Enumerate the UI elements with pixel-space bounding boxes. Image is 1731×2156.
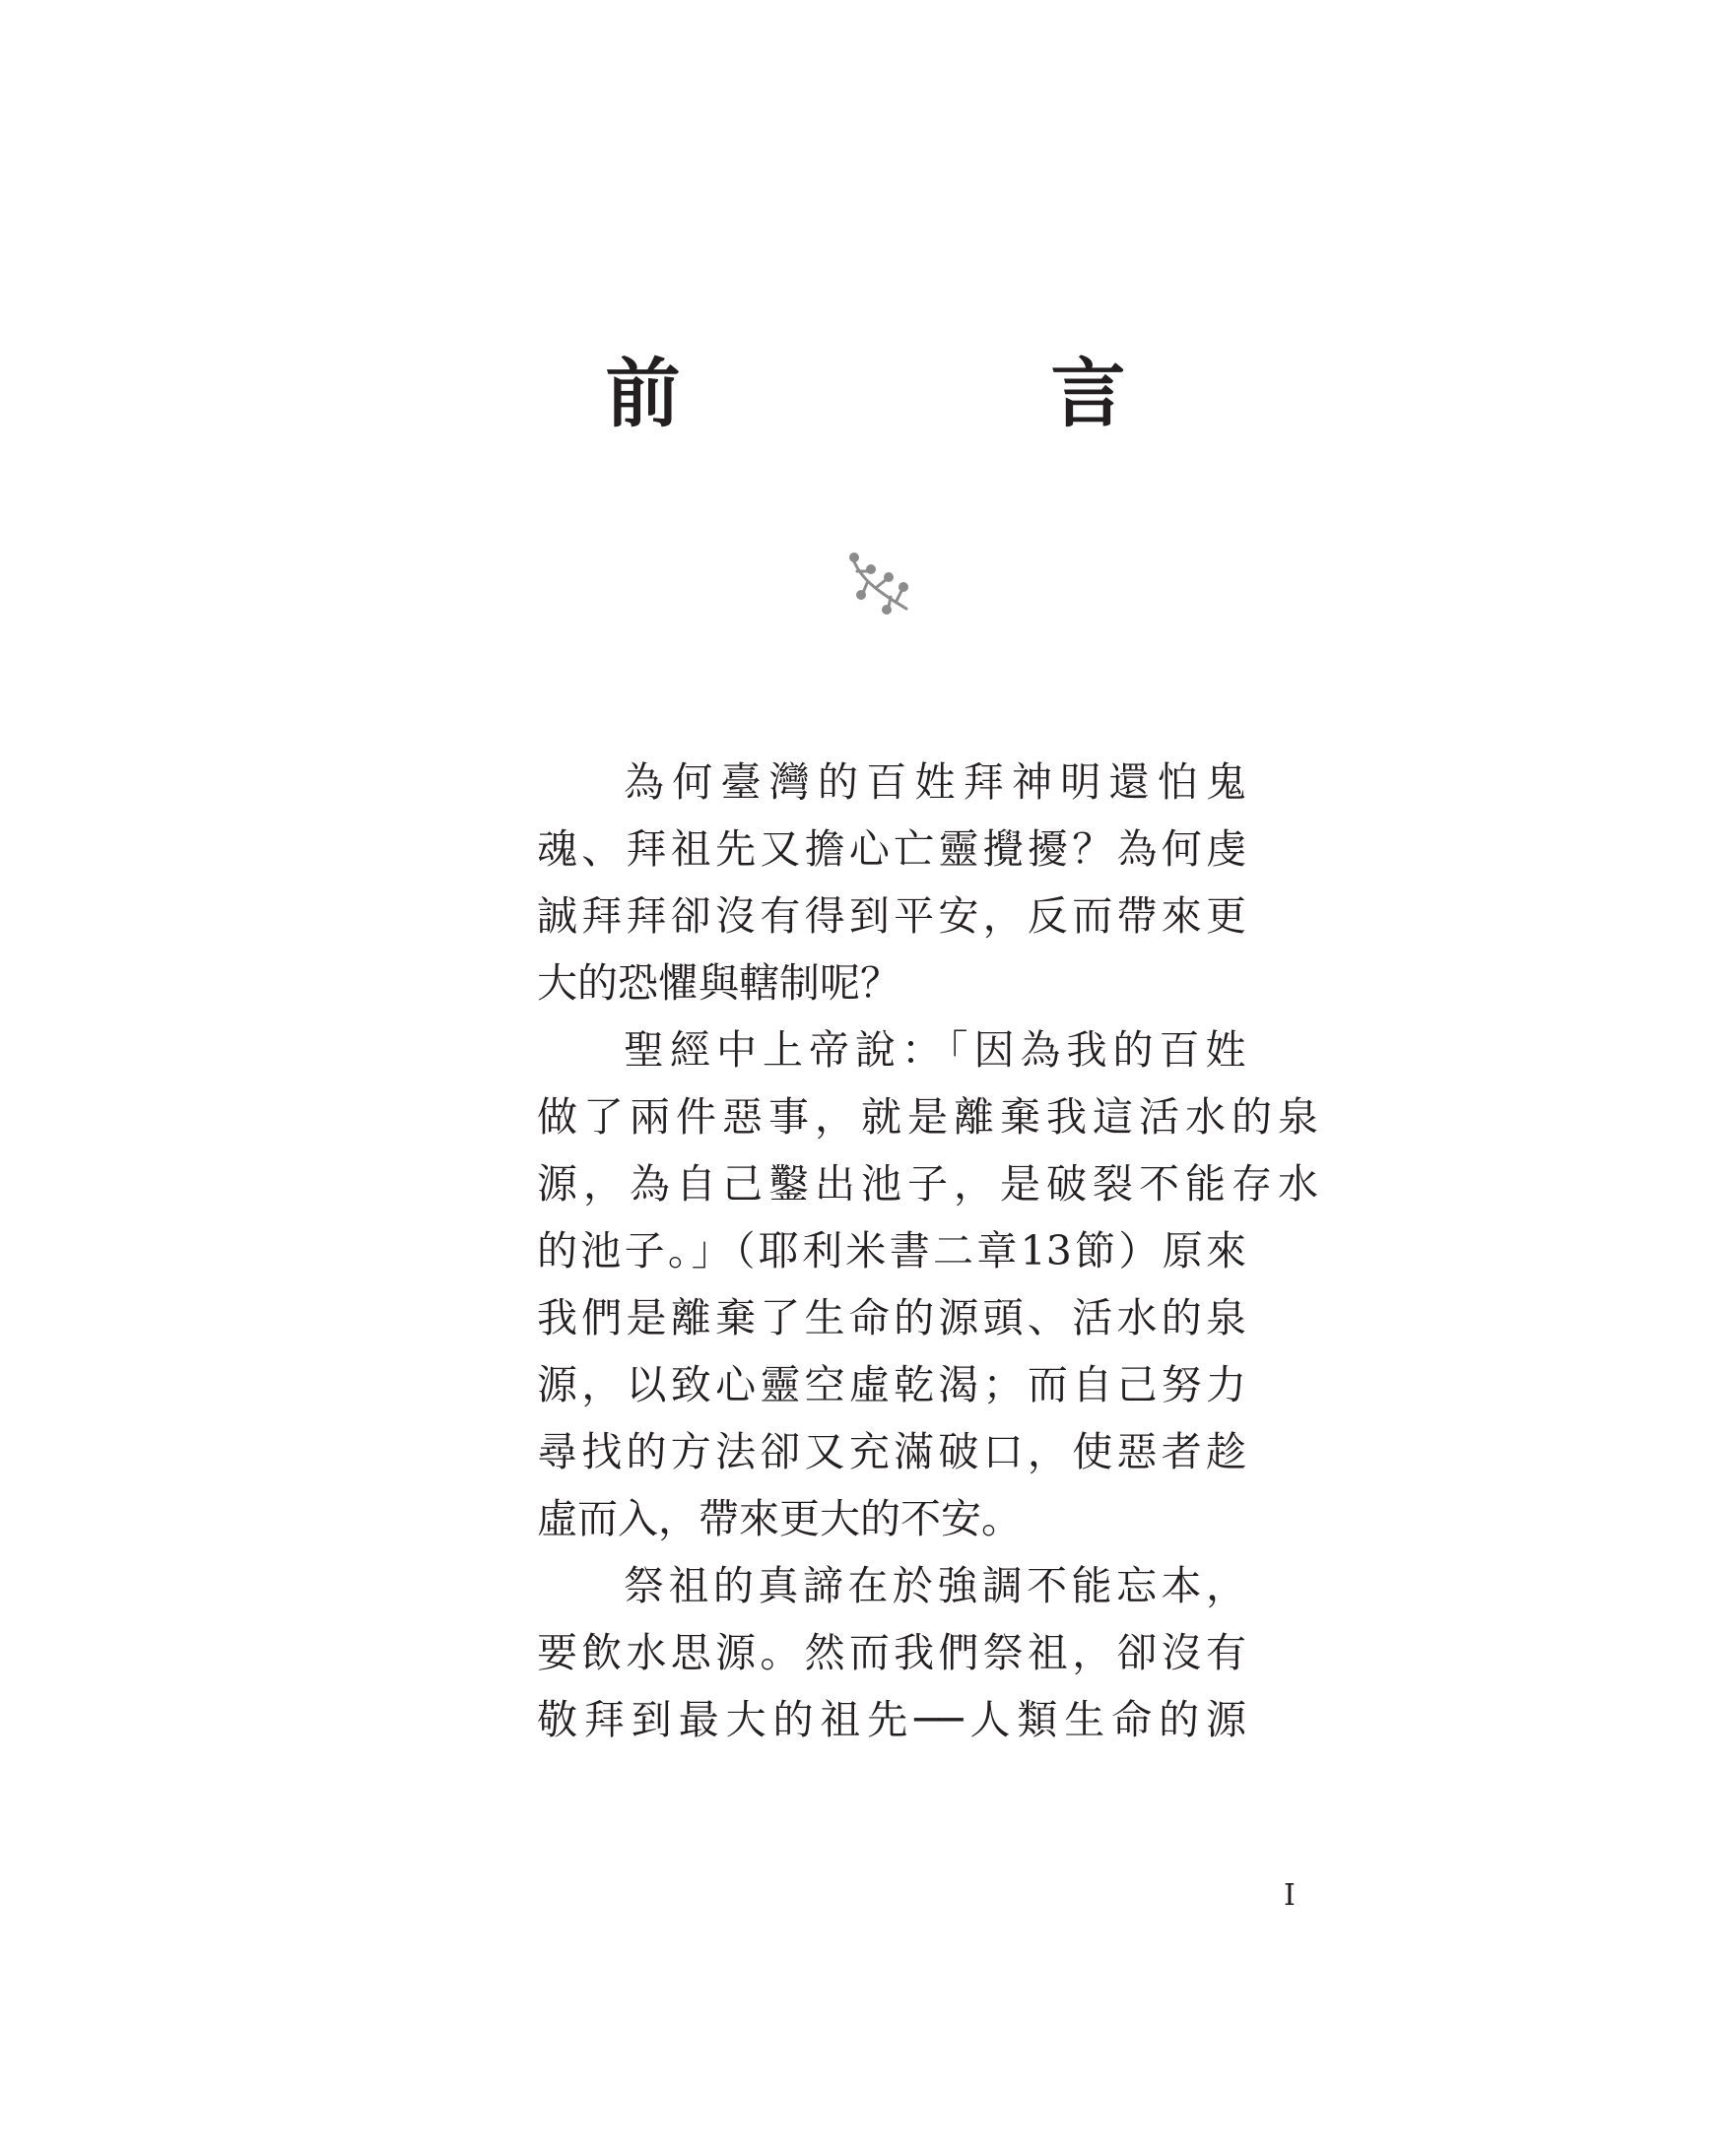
text-line: 源，為自己鑿出池子，是破裂不能存水 [537, 1160, 1324, 1208]
page-number: I [1284, 1878, 1296, 1913]
paragraph-3 [537, 1552, 1246, 1753]
text-line: 為何臺灣的百姓拜神明還怕鬼 [624, 758, 1246, 806]
paragraph-1 [537, 749, 1246, 1016]
body-text [537, 749, 1324, 1753]
page-title: 前 言 [605, 350, 1274, 437]
text-line: 敬拜到最大的祖先──人類生命的源 [537, 1696, 1246, 1743]
text-line: 誠拜拜卻沒有得到平安，反而帶來更 [537, 892, 1246, 940]
text-line: 尋找的方法卻又充滿破口，使惡者趁 [537, 1428, 1246, 1475]
text-line: 虛而入，帶來更大的不安。 [537, 1495, 1022, 1542]
text-line: 大的恐懼與轄制呢？ [537, 959, 900, 1007]
text-line: 的池子。」（耶利米書二章13節）原來 [537, 1227, 1246, 1274]
text-line: 魂、拜祖先又擔心亡靈攪擾？為何虔 [537, 825, 1246, 873]
text-line: 做了兩件惡事，就是離棄我這活水的泉 [537, 1093, 1324, 1141]
text-line: 源，以致心靈空虛乾渴；而自己努力 [537, 1361, 1246, 1408]
branch-with-berries-icon [847, 550, 926, 628]
text-line: 我們是離棄了生命的源頭、活水的泉 [537, 1294, 1246, 1341]
text-line: 要飲水思源。然而我們祭祖，卻沒有 [537, 1629, 1246, 1676]
paragraph-2 [537, 1016, 1324, 1552]
text-line: 祭祖的真諦在於強調不能忘本， [624, 1562, 1246, 1609]
text-line: 聖經中上帝說：「因為我的百姓 [624, 1026, 1252, 1074]
